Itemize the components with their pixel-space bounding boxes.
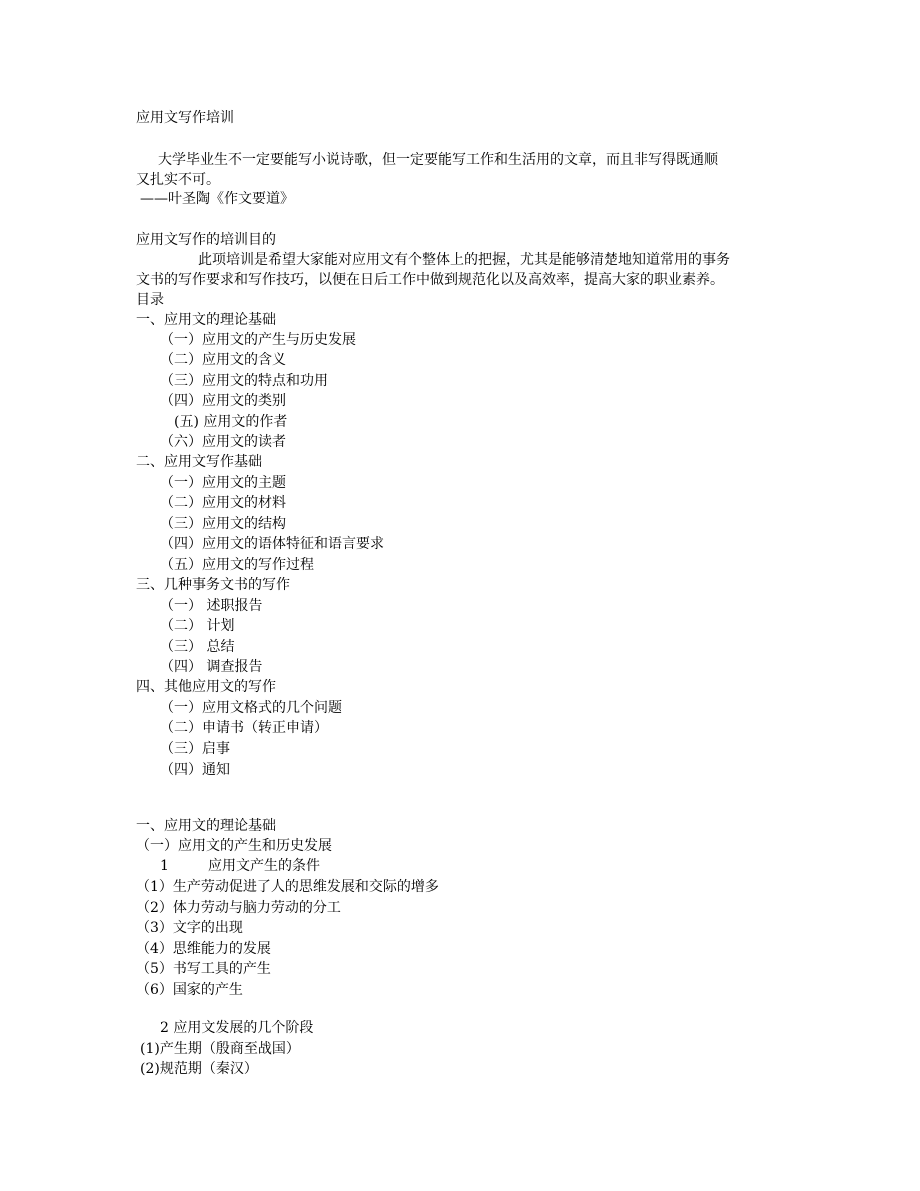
toc-section-4-title: 四、其他应用文的写作 xyxy=(136,679,276,695)
toc-item: （三） 总结 xyxy=(160,639,235,655)
document-title: 应用文写作培训 xyxy=(136,110,234,126)
purpose-line-2: 文书的写作要求和写作技巧，以便在日后工作中做到规范化以及高效率，提高大家的职业素养。 xyxy=(136,272,724,288)
condition-item: （6）国家的产生 xyxy=(136,982,243,998)
condition-item: （3）文字的出现 xyxy=(136,920,243,936)
toc-section-1-title: 一、应用文的理论基础 xyxy=(136,312,276,328)
condition-item: （4）思维能力的发展 xyxy=(136,941,271,957)
purpose-heading: 应用文写作的培训目的 xyxy=(136,232,276,248)
toc-section-3-title: 三、几种事务文书的写作 xyxy=(136,577,290,593)
toc-item: （三）启事 xyxy=(160,741,230,757)
section-heading: 一、应用文的理论基础 xyxy=(136,818,276,834)
toc-item: （三）应用文的结构 xyxy=(160,516,286,532)
quote-line-1: 大学毕业生不一定要能写小说诗歌，但一定要能写工作和生活用的文章，而且非写得既通顺 xyxy=(158,152,718,168)
toc-item: （四）通知 xyxy=(160,762,230,778)
subsection-heading: （一）应用文的产生和历史发展 xyxy=(136,838,332,854)
toc-item: （四） 调查报告 xyxy=(160,659,263,675)
toc-item: （一） 述职报告 xyxy=(160,598,263,614)
toc-item: （一）应用文的产生与历史发展 xyxy=(160,332,356,348)
condition-item: （5）书写工具的产生 xyxy=(136,961,271,977)
stage-item: (2)规范期（秦汉） xyxy=(140,1061,258,1077)
toc-item: （四）应用文的语体特征和语言要求 xyxy=(160,536,384,552)
purpose-line-1: 此项培训是希望大家能对应用文有个整体上的把握，尤其是能够清楚地知道常用的事务 xyxy=(198,252,730,268)
topic-heading xyxy=(160,856,320,876)
toc-item: （二） 计划 xyxy=(160,618,235,634)
toc-item: （三）应用文的特点和功用 xyxy=(160,373,328,389)
topic-text: 应用文产生的条件 xyxy=(208,858,320,874)
condition-item: （2）体力劳动与脑力劳动的分工 xyxy=(136,900,341,916)
topic-number: 1 xyxy=(160,858,169,874)
toc-item: （四）应用文的类别 xyxy=(160,393,286,409)
toc-item: （二）应用文的材料 xyxy=(160,495,286,511)
quote-line-2: 又扎实不可。 xyxy=(136,172,220,188)
toc-item: （二）应用文的含义 xyxy=(160,352,286,368)
stage-item: (1)产生期（殷商至战国） xyxy=(140,1041,300,1057)
toc-item: （五）应用文的写作过程 xyxy=(160,557,314,573)
toc-section-2-title: 二、应用文写作基础 xyxy=(136,454,262,470)
toc-item: (五) 应用文的作者 xyxy=(174,414,288,430)
toc-item: （一）应用文的主题 xyxy=(160,475,286,491)
topic-heading-2: 2 应用文发展的几个阶段 xyxy=(160,1020,314,1036)
toc-item: （六）应用文的读者 xyxy=(160,434,286,450)
condition-item: （1）生产劳动促进了人的思维发展和交际的增多 xyxy=(136,879,439,895)
toc-heading: 目录 xyxy=(136,292,164,308)
toc-item: （一）应用文格式的几个问题 xyxy=(160,700,342,716)
quote-source: ——叶圣陶《作文要道》 xyxy=(140,191,294,207)
toc-item: （二）申请书（转正申请） xyxy=(160,720,328,736)
